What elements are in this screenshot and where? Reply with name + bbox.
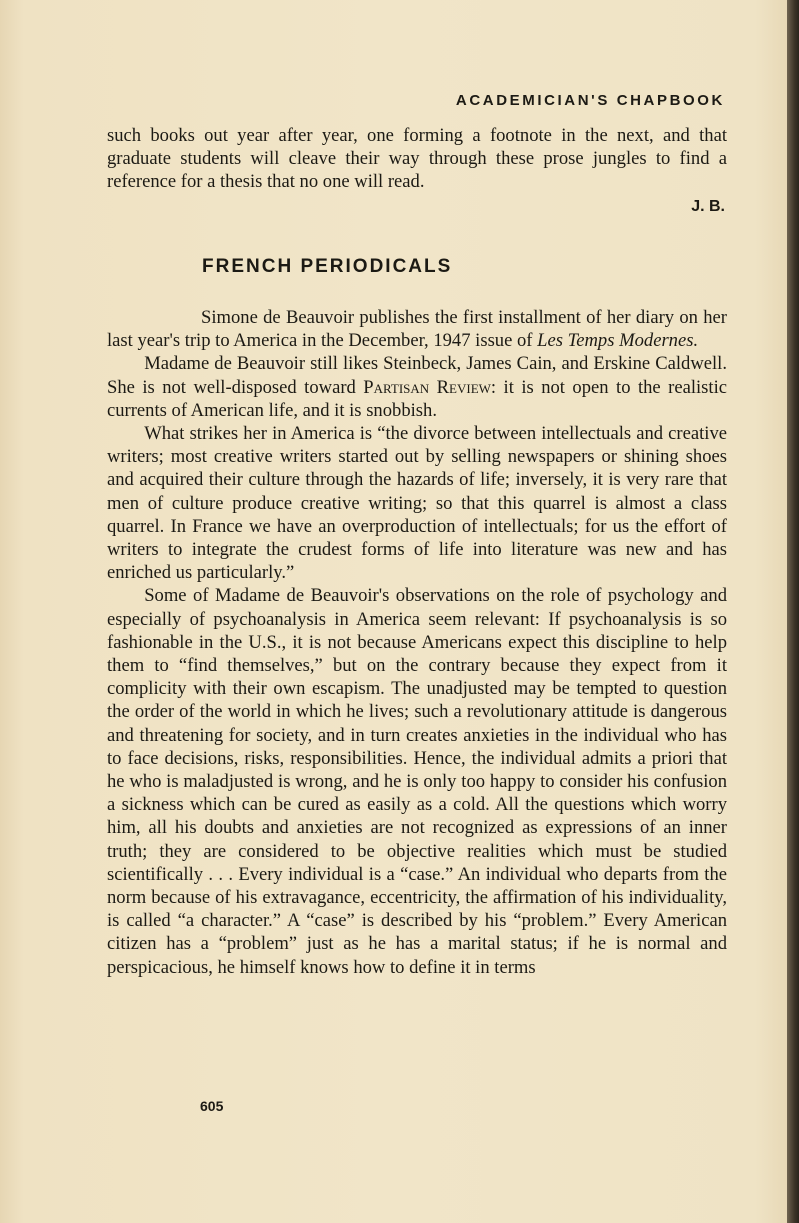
article-body — [107, 306, 727, 979]
author-signature: J. B. — [691, 198, 725, 215]
paragraph-2-after: : it is not open to the realistic currents of American life, and it is snobbish. — [107, 376, 727, 421]
paragraph-1-text: Simone de Beauvoir publishes the first installment of her diary on her last year's trip to America in the December, 1947 issue of — [107, 307, 727, 352]
journal-title: Les Temps Modernes. — [537, 330, 699, 352]
continued-paragraph — [107, 124, 727, 194]
intro-paragraph: such books out year after year, one forming a footnote in the next, and that graduate students will cleave their way through these prose jungles to find a reference for a thesis that no one will read. — [107, 125, 727, 193]
paragraph-2-before: Madame de Beauvoir still likes Steinbeck, James Cain, and Erskine Caldwell. She is not well-disposed toward — [107, 353, 727, 398]
running-head: ACADEMICIAN'S CHAPBOOK — [455, 92, 725, 109]
paragraph-3: What strikes her in America is “the divorce between intellectuals and creative writers; most creative writers started out by selling newspapers or shining shoes and acquired their culture through the hazards of life; inversely, it is very rare that men of culture produce creative writing; so that this quarrel is almost a class quarrel. In France we have an overproduction of intellectuals; for us the effort of writers to integrate the crudest forms of life into literature was new and has enriched us particularly.” — [107, 423, 727, 584]
paragraph-1 — [107, 306, 727, 352]
page-number: 605 — [200, 1098, 224, 1114]
magazine-name: Partisan Review — [363, 376, 491, 398]
paragraph-4: Some of Madame de Beauvoir's observations on the role of psychology and especially of psychoanalysis in America seem relevant: If psychoanalysis is so fashionable in the U.S., it is not because Americans expect this discipline to help them to “find themselves,” but on the contrary because they expect from it complicity with their own escapism. The unadjusted may be tempted to question the order of the world in which he lives; such a revolutionary attitude is dangerous and threatening for society, and in turn creates anxieties in the individual who has to face decisions, risks, responsibilities. Hence, the individual admits a priori that he who is maladjusted is wrong, and he is only too happy to consider his confusion a sickness which can be cured as easily as a cold. All the questions which worry him, all his doubts and anxieties are not recognized as expressions of an inner truth; they are considered to be objective realities which must be studied scientifically . . . Every individual is a “case.” An individual who departs from the norm because of his extravagance, eccentricity, the affirmation of his individuality, is called “a character.” A “case” is described by his “problem.” Every American citizen has a “problem” just as he has a marital status; if he is normal and perspicacious, he himself knows how to define it in terms — [107, 585, 727, 978]
section-title: FRENCH PERIODICALS — [202, 256, 453, 277]
paragraph-2 — [107, 352, 727, 422]
book-spine-edge — [787, 0, 799, 1223]
